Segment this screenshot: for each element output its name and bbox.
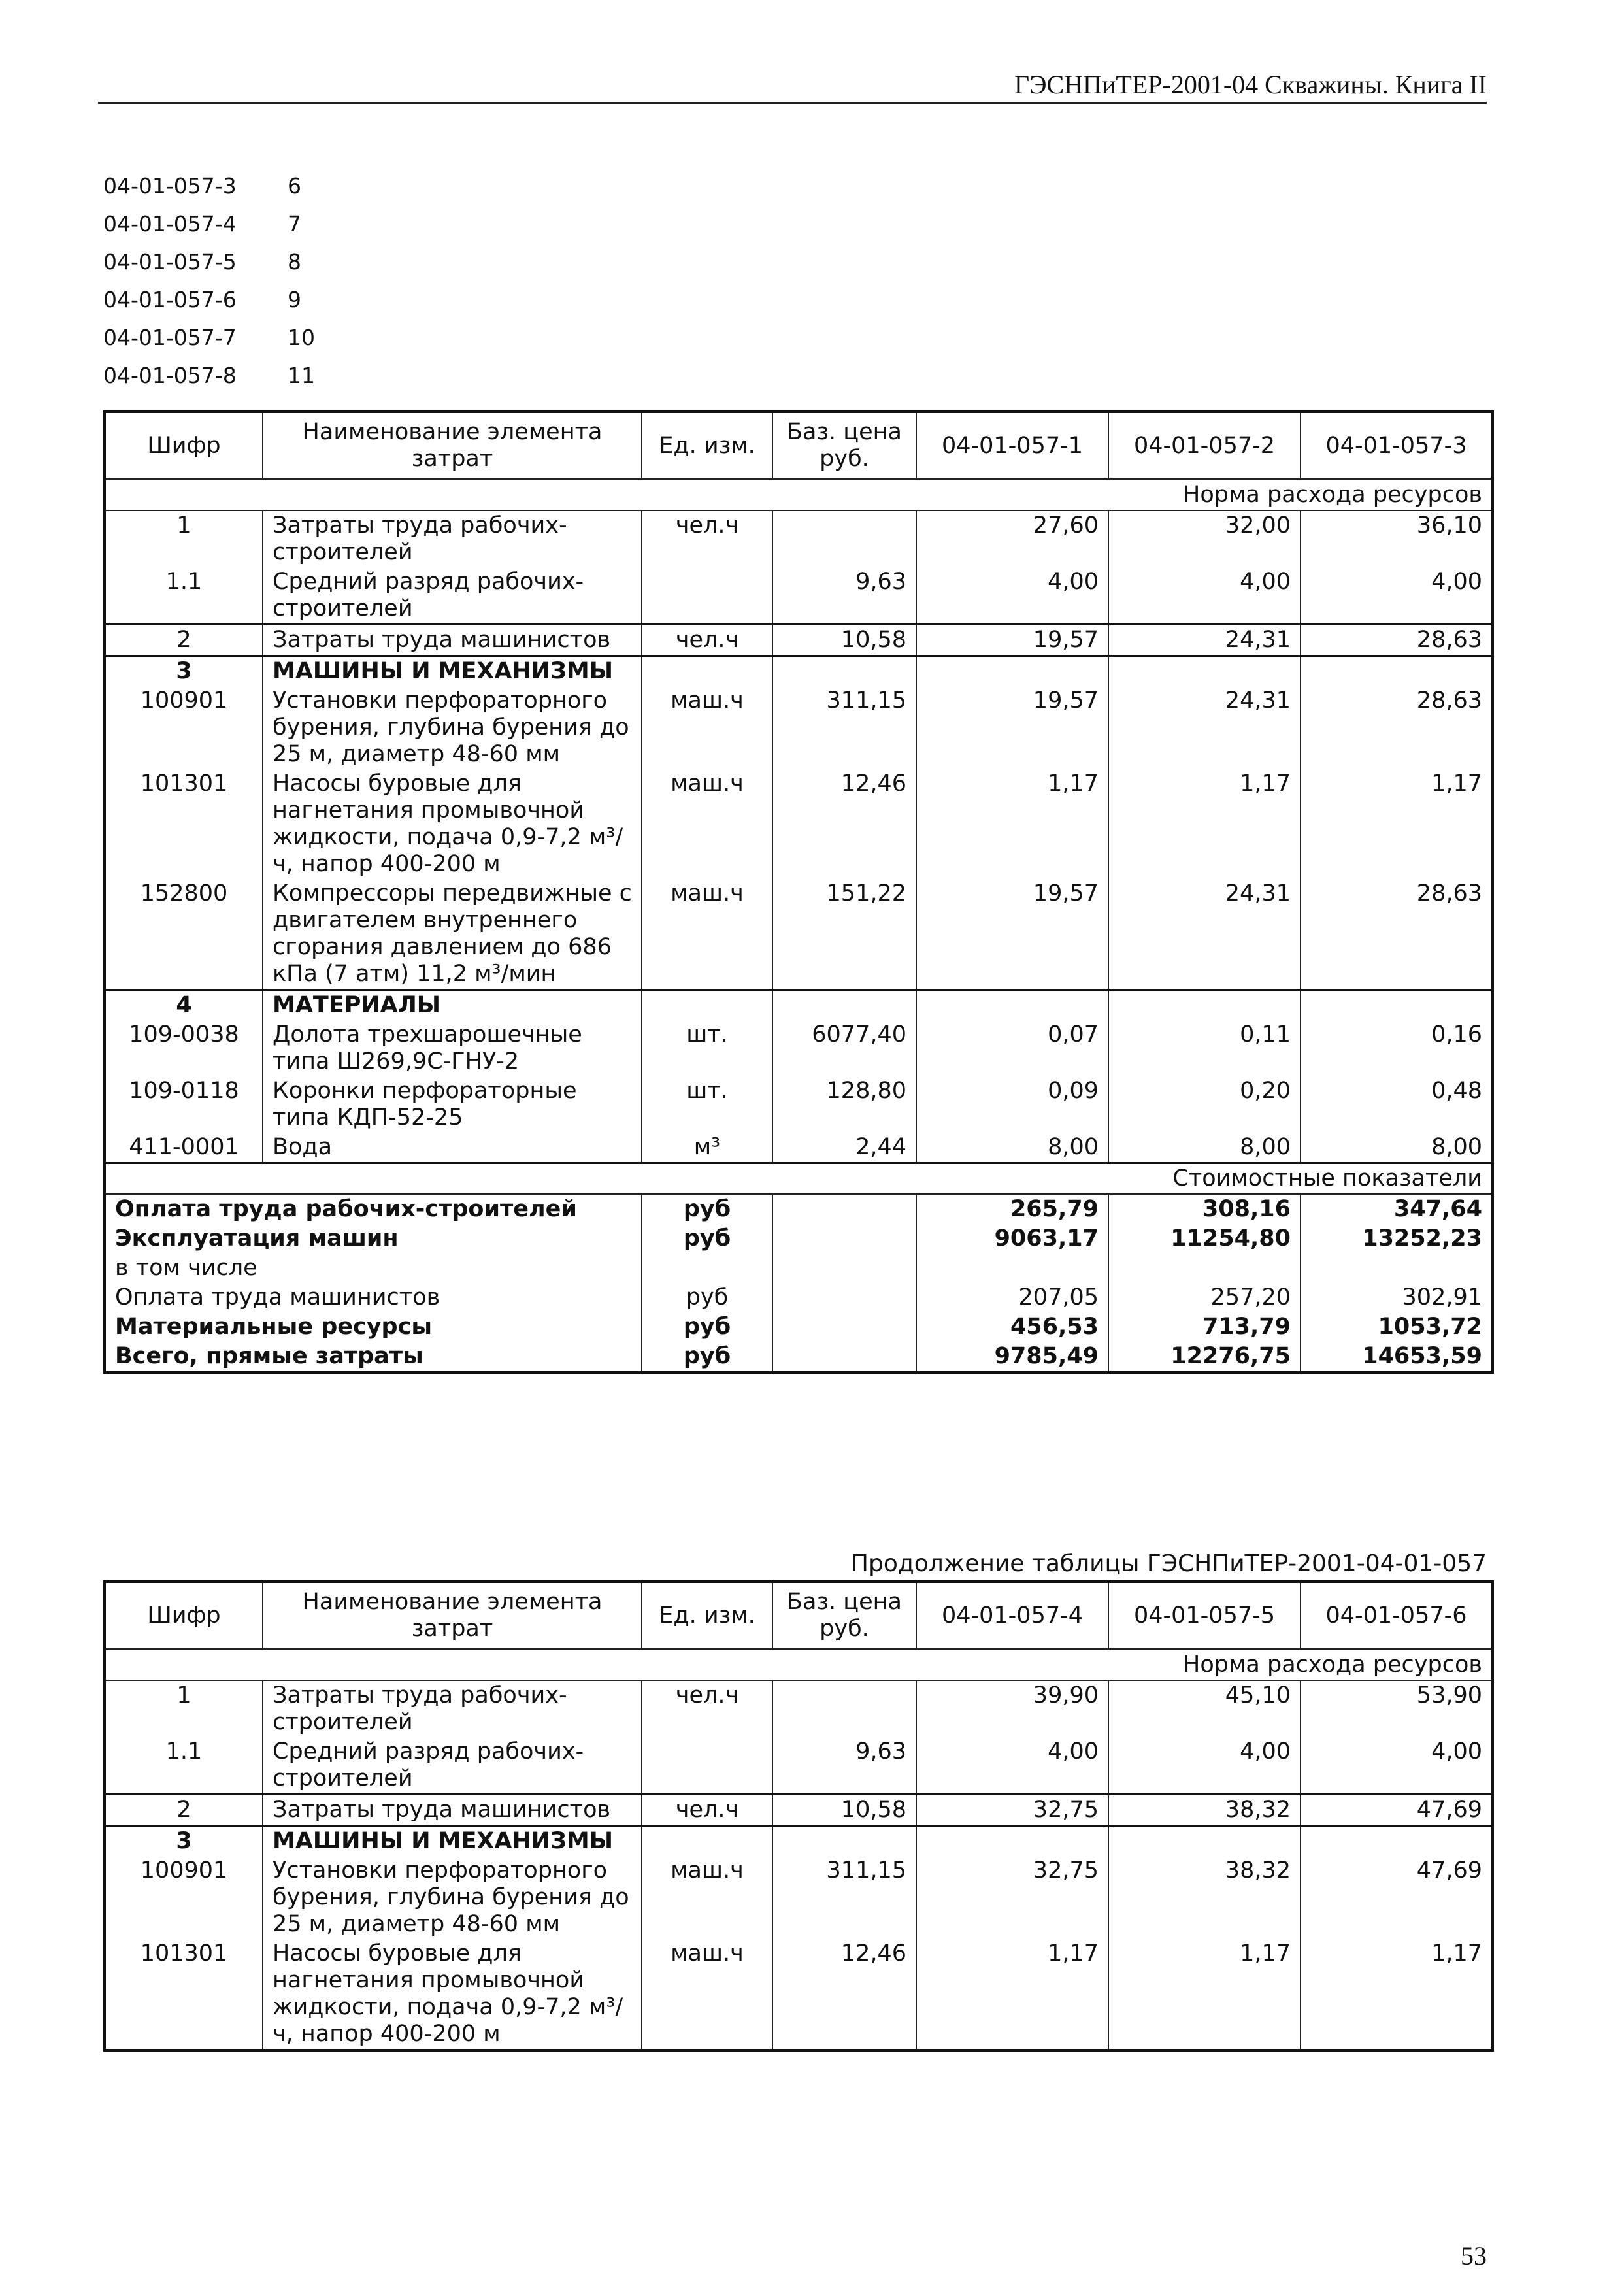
table-row: 152800 Компрессоры передвижные с двигателем внутреннего сгорания давлением до 686 кПа (7 атм) 11,2 м³/мин маш.ч 151,22 19,57 24,31 28,63	[105, 879, 1493, 990]
section-norm: Норма расхода ресурсов	[105, 1650, 1493, 1681]
code-mapping-list	[103, 167, 315, 395]
page-number: 53	[1461, 2241, 1487, 2270]
resource-table-2	[103, 1580, 1494, 2052]
table-row: 101301 Насосы буровые для нагнетания промывочной жидкости, подача 0,9-7,2 м³/ч, напор 400-200 м маш.ч 12,46 1,17 1,17 1,17	[105, 1939, 1493, 2050]
table-header-row: Шифр Наименование элемента затрат Ед. изм. Баз. цена руб. 04-01-057-1 04-01-057-2 04-01-057-3	[105, 412, 1493, 480]
table-row: 1 Затраты труда рабочих-строителей чел.ч 39,90 45,10 53,90	[105, 1680, 1493, 1737]
table-row: Оплата труда машинистов руб 207,05 257,20 302,91	[105, 1283, 1493, 1312]
table-row: Оплата труда рабочих-строителей руб 265,79 308,16 347,64	[105, 1194, 1493, 1224]
resource-table-1	[103, 410, 1494, 1374]
table-row: 3 МАШИНЫ И МЕХАНИЗМЫ	[105, 1826, 1493, 1857]
table-row: 100901 Установки перфораторного бурения, глубина бурения до 25 м, диаметр 48-60 мм маш.ч 311,15 19,57 24,31 28,63	[105, 686, 1493, 769]
table-row: 1.1 Средний разряд рабочих-строителей 9,63 4,00 4,00 4,00	[105, 567, 1493, 625]
section-cost: Стоимостные показатели	[105, 1163, 1493, 1195]
table-row: 3 МАШИНЫ И МЕХАНИЗМЫ	[105, 656, 1493, 687]
list-item: 04-01-057-7 10	[103, 325, 315, 350]
table-row: 101301 Насосы буровые для нагнетания промывочной жидкости, подача 0,9-7,2 м³/ч, напор 400-200 м маш.ч 12,46 1,17 1,17 1,17	[105, 769, 1493, 879]
table-row: Всего, прямые затраты руб 9785,49 12276,75 14653,59	[105, 1342, 1493, 1372]
running-header	[98, 65, 1487, 104]
list-item: 04-01-057-3 6	[103, 173, 301, 199]
table-row: Эксплуатация машин руб 9063,17 11254,80 13252,23	[105, 1224, 1493, 1254]
table-row: 4 МАТЕРИАЛЫ	[105, 990, 1493, 1021]
table-row: 1.1 Средний разряд рабочих-строителей 9,63 4,00 4,00 4,00	[105, 1737, 1493, 1795]
table-row: 411-0001 Вода м³ 2,44 8,00 8,00 8,00	[105, 1133, 1493, 1163]
table-continuation-caption: Продолжение таблицы ГЭСНПиТЕР-2001-04-01-057	[850, 1550, 1487, 1577]
list-item: 04-01-057-5 8	[103, 249, 301, 274]
table-row: 109-0038 Долота трехшарошечные типа Ш269,9С-ГНУ-2 шт. 6077,40 0,07 0,11 0,16	[105, 1020, 1493, 1076]
table-header-row: Шифр Наименование элемента затрат Ед. изм. Баз. цена руб. 04-01-057-4 04-01-057-5 04-01-057-6	[105, 1582, 1493, 1650]
list-item: 04-01-057-4 7	[103, 211, 301, 237]
list-item: 04-01-057-8 11	[103, 363, 315, 388]
header-title: ГЭСНПиТЕР-2001-04 Скважины. Книга II	[1014, 70, 1487, 99]
table-row: 2 Затраты труда машинистов чел.ч 10,58 19,57 24,31 28,63	[105, 625, 1493, 656]
section-norm: Норма расхода ресурсов	[105, 480, 1493, 511]
table-row: 1 Затраты труда рабочих-строителей чел.ч 27,60 32,00 36,10	[105, 510, 1493, 567]
list-item: 04-01-057-6 9	[103, 287, 301, 312]
table-row: Материальные ресурсы руб 456,53 713,79 1053,72	[105, 1312, 1493, 1342]
table-row: 100901 Установки перфораторного бурения, глубина бурения до 25 м, диаметр 48-60 мм маш.ч 311,15 32,75 38,32 47,69	[105, 1856, 1493, 1939]
table-row: в том числе	[105, 1254, 1493, 1283]
table-row: 109-0118 Коронки перфораторные типа КДП-52-25 шт. 128,80 0,09 0,20 0,48	[105, 1076, 1493, 1133]
table-row: 2 Затраты труда машинистов чел.ч 10,58 32,75 38,32 47,69	[105, 1795, 1493, 1826]
